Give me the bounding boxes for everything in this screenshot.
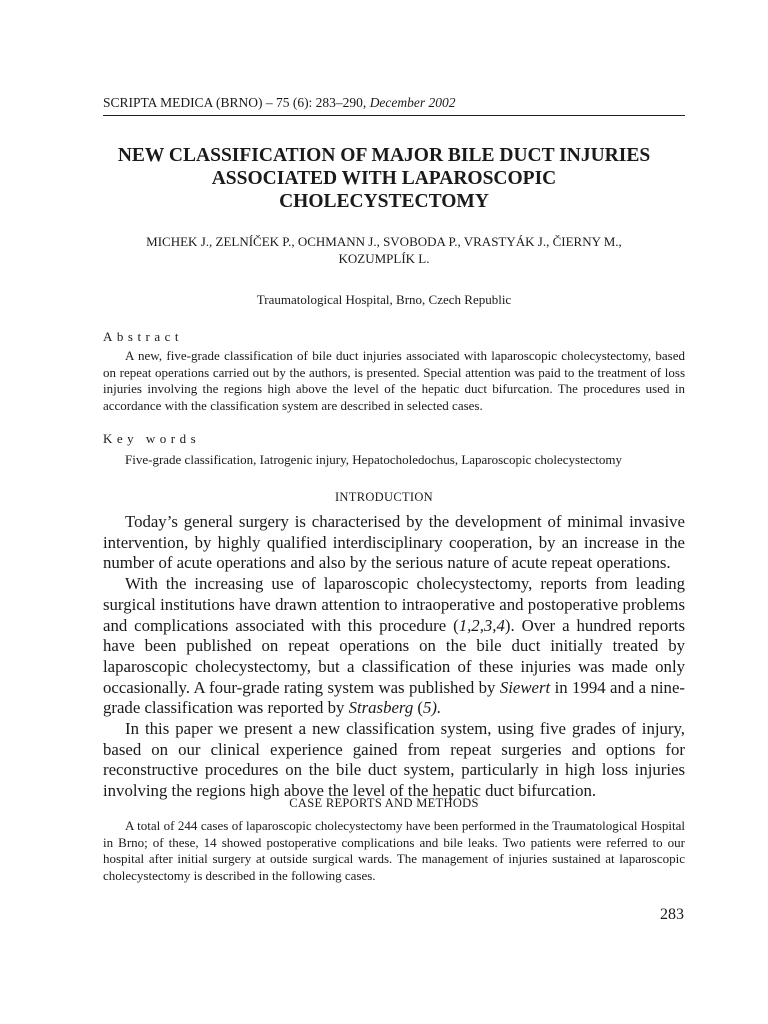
title-line-2: ASSOCIATED WITH LAPAROSCOPIC [211,168,557,189]
author-name-strasberg: Strasberg [348,698,414,718]
keywords-heading: Key words [103,431,201,446]
intro-p2-text-d: ( [413,698,424,718]
case-reports-text: A total of 244 cases of laparoscopic cholecystectomy have been performed in the Traumatological Hospital in Brno; of these, 14 showed postoperative complications and bile leaks. Two patients were referred to our hospital after initial surgery at outside surgical wards. The management of injuries sustained at laparoscopic cholecystectomy is described in the following cases. [103,818,685,883]
title-line-1: NEW CLASSIFICATION OF MAJOR BILE DUCT INJURIES [117,145,651,166]
affiliation: Traumatological Hospital, Brno, Czech Republic [256,292,512,307]
case-reports-heading: CASE REPORTS AND METHODS [289,796,479,810]
abstract-text: A new, five-grade classification of bile duct injuries associated with laparoscopic cholecystectomy, based on repeat operations carried out by the authors, is presented. Special attention was paid to the treatment of loss injuries involving the regions high above the level of the hepatic duct bifurcation. The procedures used in accordance with the classification system are described in selected cases. [103,348,685,413]
issue-date: December 2002 [369,95,456,110]
intro-p2-text-c: in 1994 and a nine-grade classification was reported by [103,677,685,718]
intro-p2-text-b: ). Over a hundred reports have been published on repeat operations on the bile duct initially treated by laparoscopic cholecystectomy, but a classification of these injuries was made only occasionally. A four-grade rating system was published by [103,615,685,697]
introduction-body [103,512,685,802]
journal-citation: SCRIPTA MEDICA (BRNO) – 75 (6): 283–290, [103,95,367,110]
keywords-text: Five-grade classification, Iatrogenic injury, Hepatocholedochus, Laparoscopic cholecystectomy [125,452,622,467]
authors-line-2: KOZUMPLÍK L. [338,251,430,266]
intro-p2-text-a: With the increasing use of laparoscopic cholecystectomy, reports from leading surgical institutions have drawn attention to intraoperative and postoperative problems and complications associated with this procedure ( [103,574,685,635]
intro-paragraph-2 [103,574,685,719]
authors-line-1: MICHEK J., ZELNÍČEK P., OCHMANN J., SVOBODA P., VRASTYÁK J., ČIERNY M., [146,234,622,249]
title-line-3: CHOLECYSTECTOMY [279,191,489,212]
citation-ref-2: 5). [423,698,442,718]
intro-paragraph-3: In this paper we present a new classification system, using five grades of injury, based on our clinical experience gained from repeat surgeries and options for reconstructive procedures on the bile duct system, particularly in high loss injuries involving the regions high above the level of the hepatic duct bifurcation. [103,719,685,801]
running-head [103,94,685,116]
page-number: 283 [660,906,684,923]
article-title [84,144,684,213]
intro-paragraph-1: Today’s general surgery is characterised by the development of minimal invasive intervention, by highly qualified interdisciplinary cooperation, by an increase in the number of acute operations and also by the serious nature of acute repeat operations. [103,512,685,573]
author-name-siewert: Siewert [499,677,551,697]
abstract-heading: Abstract [103,329,184,344]
introduction-heading: INTRODUCTION [334,490,434,504]
citation-ref-1: 1,2,3,4 [458,615,505,635]
author-list [84,233,684,267]
